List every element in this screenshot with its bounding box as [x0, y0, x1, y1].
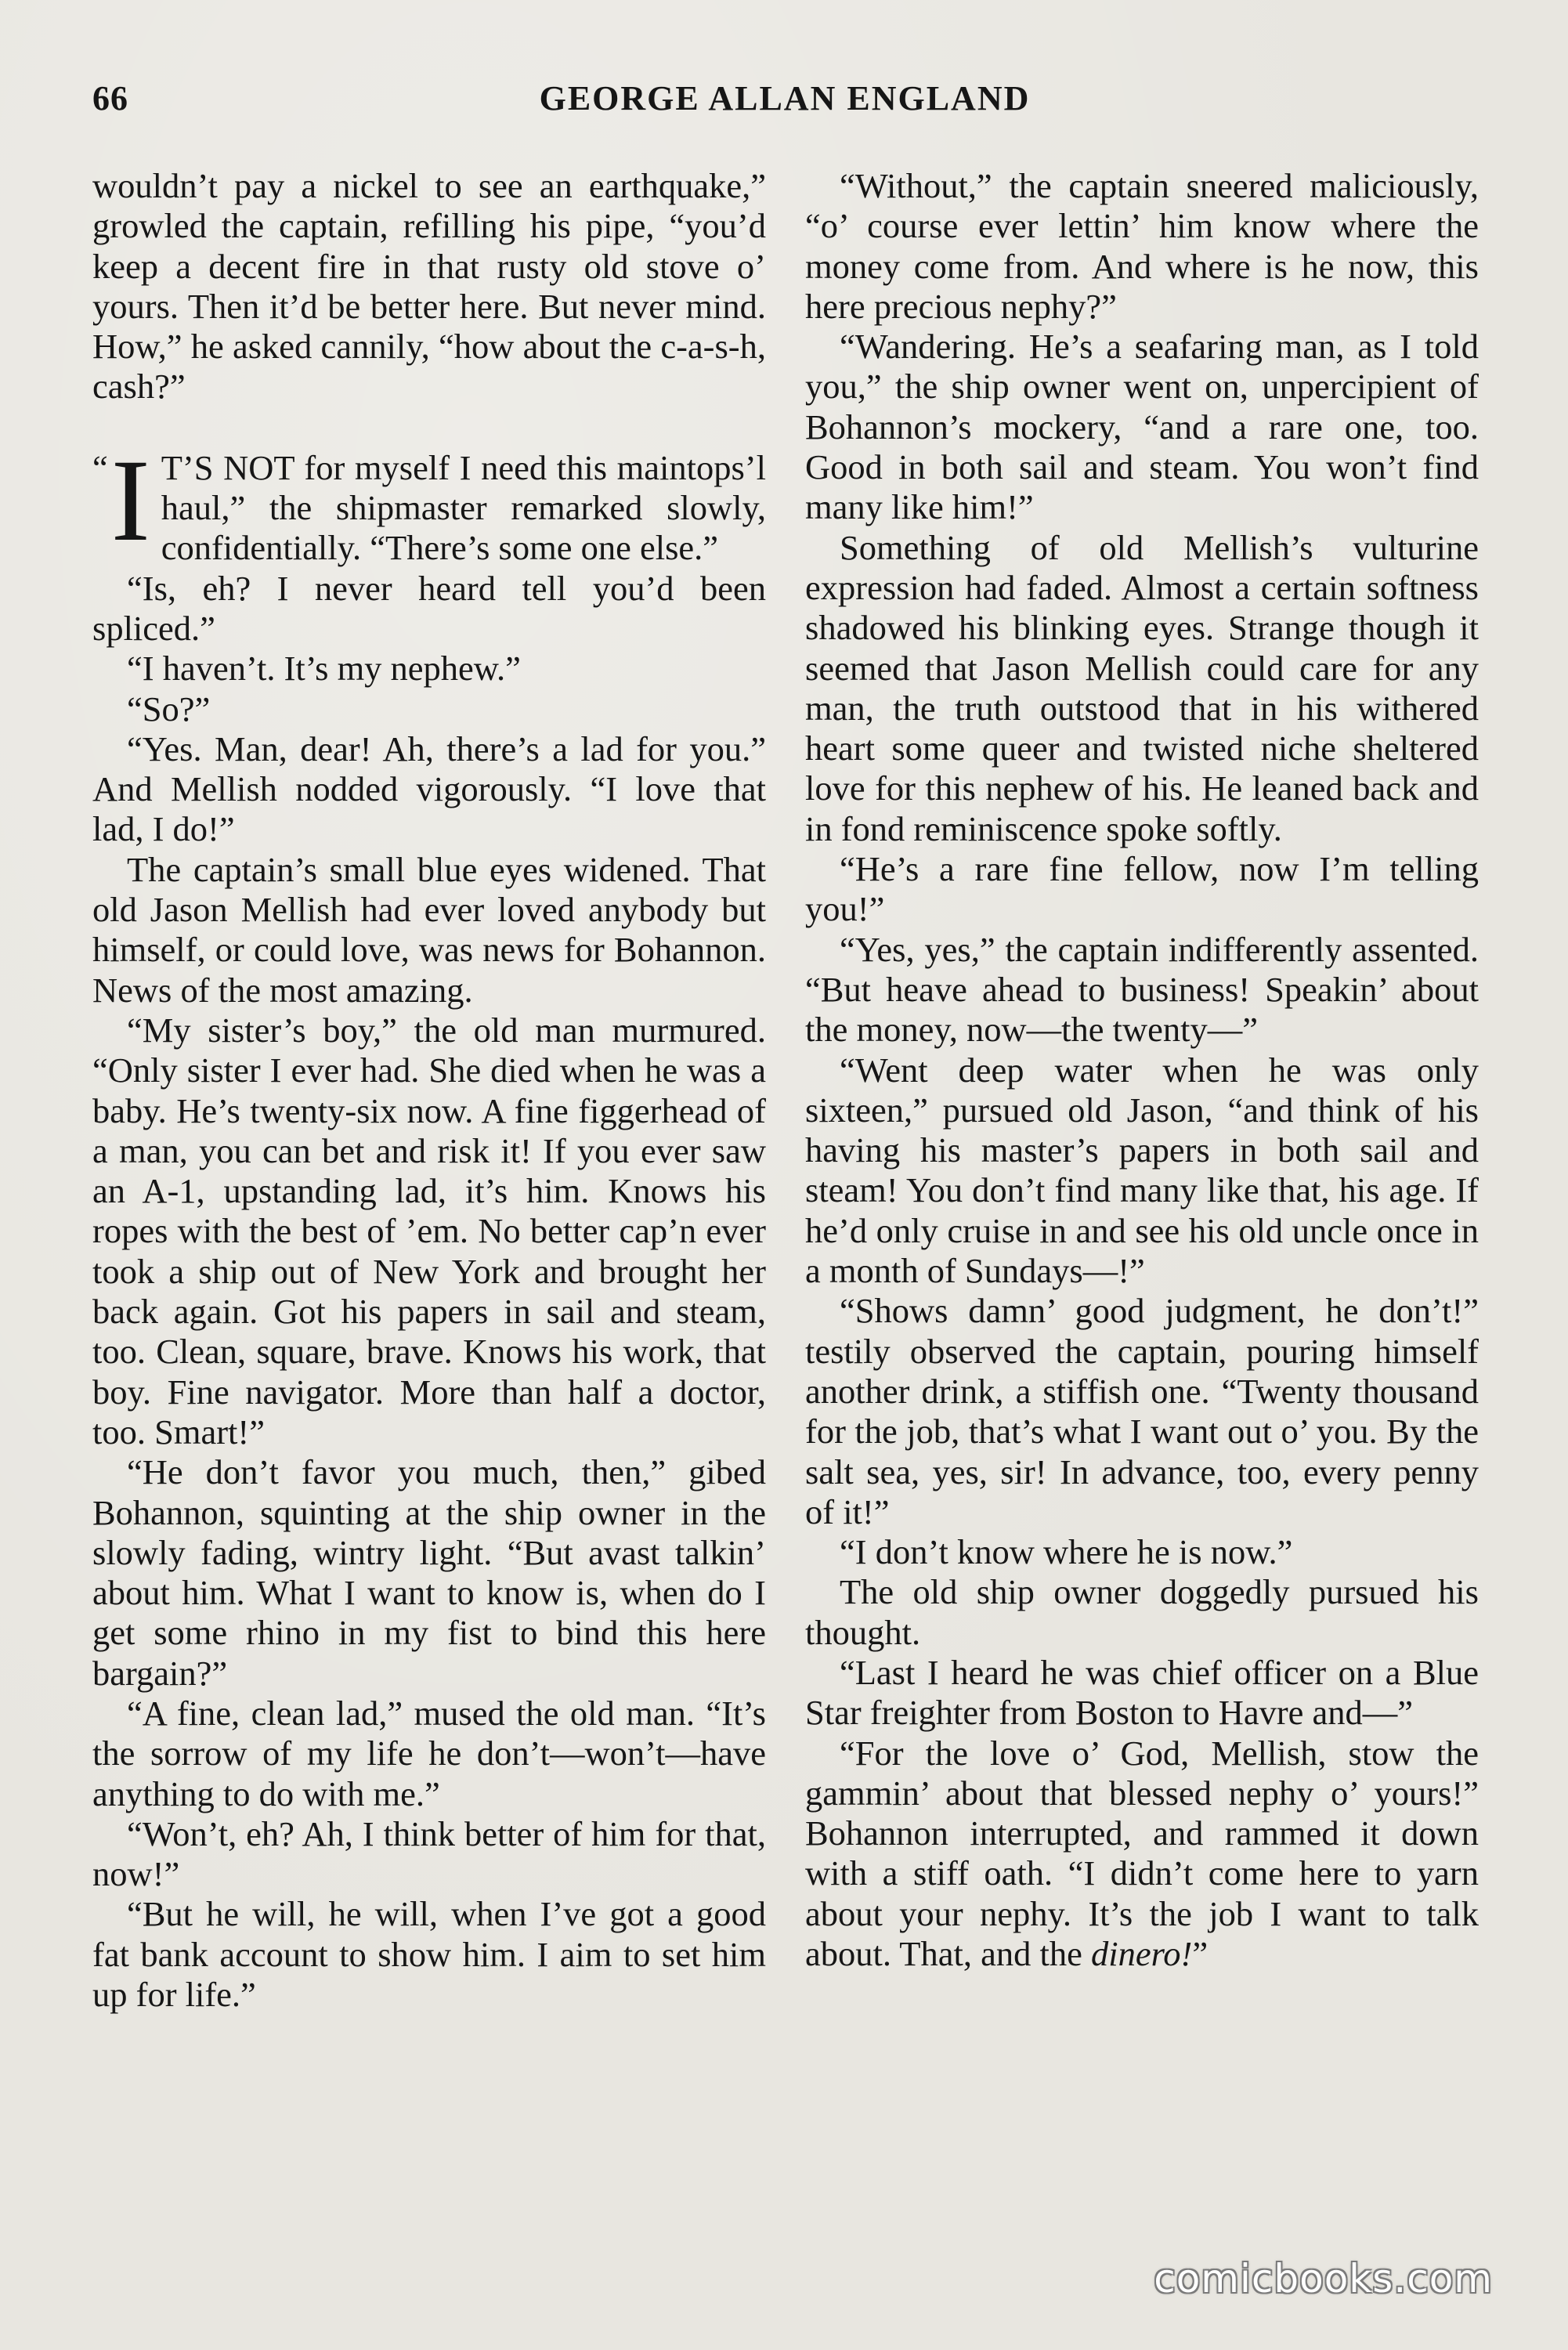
paragraph: “Wandering. He’s a seafaring man, as I told you,” the ship owner went on, unpercipient of Bohannon’s mockery, “and a rare one, too. Good in both sail and steam. You won’t find many like him!” — [805, 327, 1479, 527]
paragraph: “Without,” the captain sneered maliciously, “o’ course ever lettin’ him know where the money come from. And where is he now, this here precious nephy?” — [805, 166, 1479, 326]
paragraph: “I haven’t. It’s my nephew.” — [127, 649, 521, 689]
paragraph: “Last I heard he was chief officer on a Blue Star freighter from Boston to Havre and—” — [805, 1652, 1479, 1733]
italic-word: dinero! — [1090, 1934, 1193, 1974]
paragraph: “But he will, he will, when I’ve got a good fat bank account to show him. I aim to set him up for life.” — [92, 1894, 766, 2015]
paragraph: “Yes. Man, dear! Ah, there’s a lad for you.” And Mellish nodded vigorously. “I love that lad, I do!” — [92, 728, 766, 849]
dropcap-open-quote: “ — [92, 447, 108, 487]
paragraph: Something of old Mellish’s vulturine expression had faded. Almost a certain softness shadowed his blinking eyes. Strange though it seemed that Jason Mellish could care for any man, the truth outstood that in his withered heart some queer and twisted niche sheltered love for this nephew of his. He leaned back and in fond reminiscence spoke softly. — [805, 527, 1479, 848]
page-header — [92, 78, 1477, 125]
paragraph: The old ship owner doggedly pursued his thought. — [805, 1572, 1479, 1652]
last-paragraph — [805, 1734, 1479, 1975]
watermark-logo: comicbooks.com — [1154, 2256, 1493, 2301]
page-number: 66 — [92, 79, 128, 118]
paragraph: wouldn’t pay a nickel to see an earthquake,” growled the captain, refilling his pipe, “you’d keep a decent fire in that rusty old stove o’ yours. Then it’d be better here. But never mind. How,” he asked cannily, “how about the c-a-s-h, cash?” — [92, 166, 766, 407]
paragraph: “I don’t know where he is now.” — [840, 1532, 1293, 1572]
left-column — [92, 166, 766, 2015]
dropcap-paragraph — [92, 435, 766, 569]
dropcap-paragraph-text: T’S NOT for myself I need this maintops’l haul,” the shipmaster remarked slowly, confidentially. “There’s some one else.” — [161, 447, 766, 568]
paragraph-text: “For the love o’ God, Mellish, stow the gammin’ about that blessed nephy o’ yours!” Bohannon interrupted, and rammed it down with a stiff oath. “I didn’t come here to yarn about your nephy. It’s the job I want to talk about. That, and the — [805, 1733, 1479, 1974]
paragraph: “Shows damn’ good judgment, he don’t!” testily observed the captain, pouring himself another drink, a stiffish one. “Twenty thousand for the job, that’s what I want out o’ you. By the salt sea, yes, sir! In advance, too, every penny of it!” — [805, 1291, 1479, 1531]
paragraph: “Yes, yes,” the captain indifferently assented. “But heave ahead to business! Speakin’ about the money, now—the twenty—” — [805, 929, 1479, 1050]
closing-quote: ” — [1192, 1934, 1209, 1974]
paragraph: “He don’t favor you much, then,” gibed Bohannon, squinting at the ship owner in the slowly fading, wintry light. “But avast talkin’ about him. What I want to know is, when do I get some rhino in my fist to bind this here bargain?” — [92, 1452, 766, 1693]
paragraph: “Won’t, eh? Ah, I think better of him for that, now!” — [92, 1813, 766, 1894]
running-head: GEORGE ALLAN ENGLAND — [539, 79, 1031, 118]
section-break — [92, 407, 766, 448]
dropcap-letter: I — [110, 435, 150, 566]
paragraph: “My sister’s boy,” the old man murmured. “Only sister I ever had. She died when he was a baby. He’s twenty-six now. A fine figgerhead of a man, you can bet and risk it! If you ever saw an A-1, upstanding lad, it’s him. Knows his ropes with the best of ’em. No better cap’n ever took a ship out of New York and brought her back again. Got his papers in sail and steam, too. Clean, square, brave. Knows his work, that boy. Fine navigator. More than half a doctor, too. Smart!” — [92, 1010, 766, 1452]
paragraph: “He’s a rare fine fellow, now I’m telling you!” — [805, 849, 1479, 929]
paragraph: “Is, eh? I never heard tell you’d been spliced.” — [92, 568, 766, 648]
right-column — [805, 166, 1479, 1974]
paragraph: “A fine, clean lad,” mused the old man. “It’s the sorrow of my life he don’t—won’t—have anything to do with me.” — [92, 1693, 766, 1813]
paragraph: “Went deep water when he was only sixteen,” pursued old Jason, “and think of his having his master’s papers in both sail and steam! You don’t find many like that, his age. If he’d only cruise in and see his old uncle once in a month of Sundays—!” — [805, 1050, 1479, 1291]
paragraph: “So?” — [127, 689, 211, 728]
paragraph: The captain’s small blue eyes widened. That old Jason Mellish had ever loved anybody but himself, or could love, was news for Bohannon. News of the most amazing. — [92, 849, 766, 1010]
